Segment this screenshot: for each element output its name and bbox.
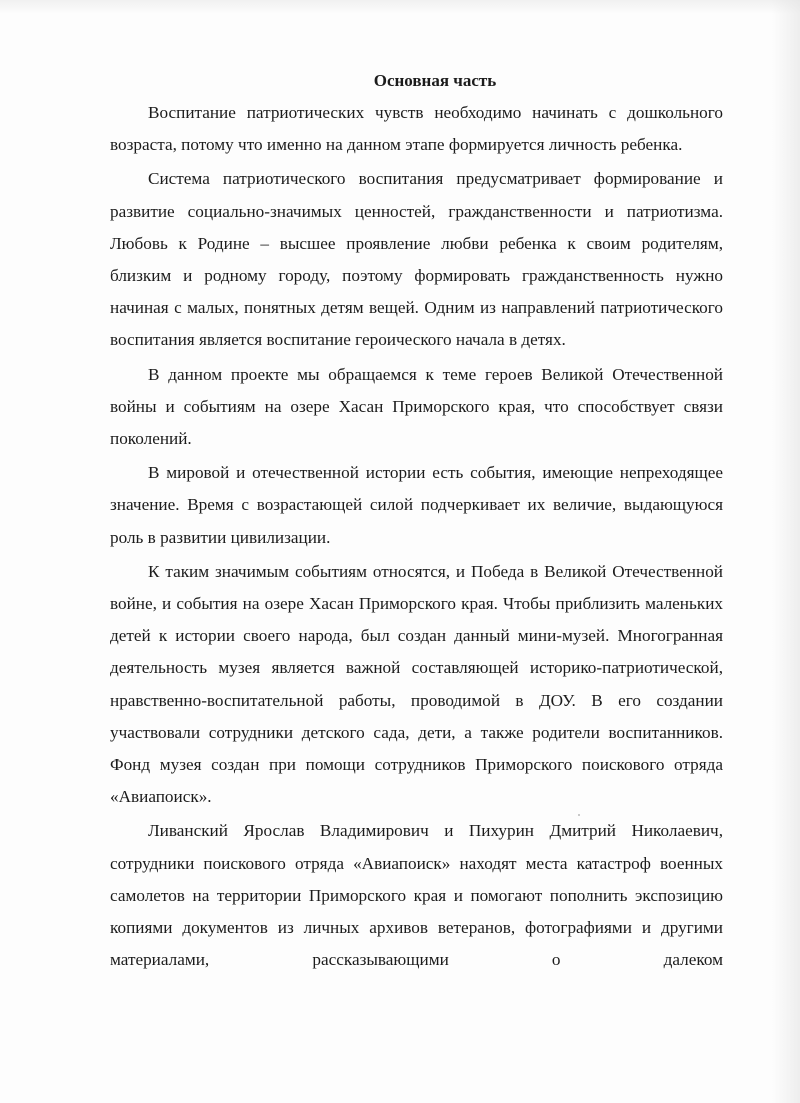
- paragraph: К таким значимым событиям относятся, и Победа в Великой Отечественной войне, и события на озере Хасан Приморского края. Чтобы приблизить маленьких детей к истории своего народа, был создан данный мини-музей. Многогранная деятельность музея является важной составляющей историко-патриотической, нравственно-воспитательной работы, проводимой в ДОУ. В его создании участвовали сотрудники детского сада, дети, а также родители воспитанников. Фонд музея создан при помощи сотрудников Приморского поискового отряда «Авиапоиск».: [110, 561, 723, 807]
- section-heading: Основная часть: [373, 71, 497, 90]
- paragraph: В данном проекте мы обращаемся к теме героев Великой Отечественной войны и событиям на озере Хасан Приморского края, что способствует связи поколений.: [110, 364, 723, 449]
- body-text: [110, 97, 723, 978]
- paragraph: В мировой и отечественной истории есть события, имеющие непреходящее значение. Время с возрастающей силой подчеркивает их величие, выдающуюся роль в развитии цивилизации.: [110, 463, 723, 547]
- scan-speck: [578, 814, 580, 816]
- paragraph: Система патриотического воспитания предусматривает формирование и развитие социально-значимых ценностей, гражданственности и патриотизма. Любовь к Родине – высшее проявление любви ребенка к своим родителям, близким и родному городу, поэтому формировать гражданственность нужно начиная с малых, понятных детям вещей. Одним из направлений патриотического воспитания является воспитание героического начала в детях.: [110, 169, 723, 350]
- scan-shadow-right: [772, 0, 800, 1103]
- scan-shadow-top: [0, 0, 800, 14]
- paragraph: Ливанский Ярослав Владимирович и Пихурин Дмитрий Николаевич, сотрудники поискового отряда «Авиапоиск» находят места катастроф военных самолетов на территории Приморского края и помогают пополнить экспозицию копиями документов из личных архивов ветеранов, фотографиями и другими материалами, рассказывающими о далеком: [110, 821, 723, 970]
- paragraph: Воспитание патриотических чувств необходимо начинать с дошкольного возраста, потому что именно на данном этапе формируется личность ребенка.: [110, 103, 723, 155]
